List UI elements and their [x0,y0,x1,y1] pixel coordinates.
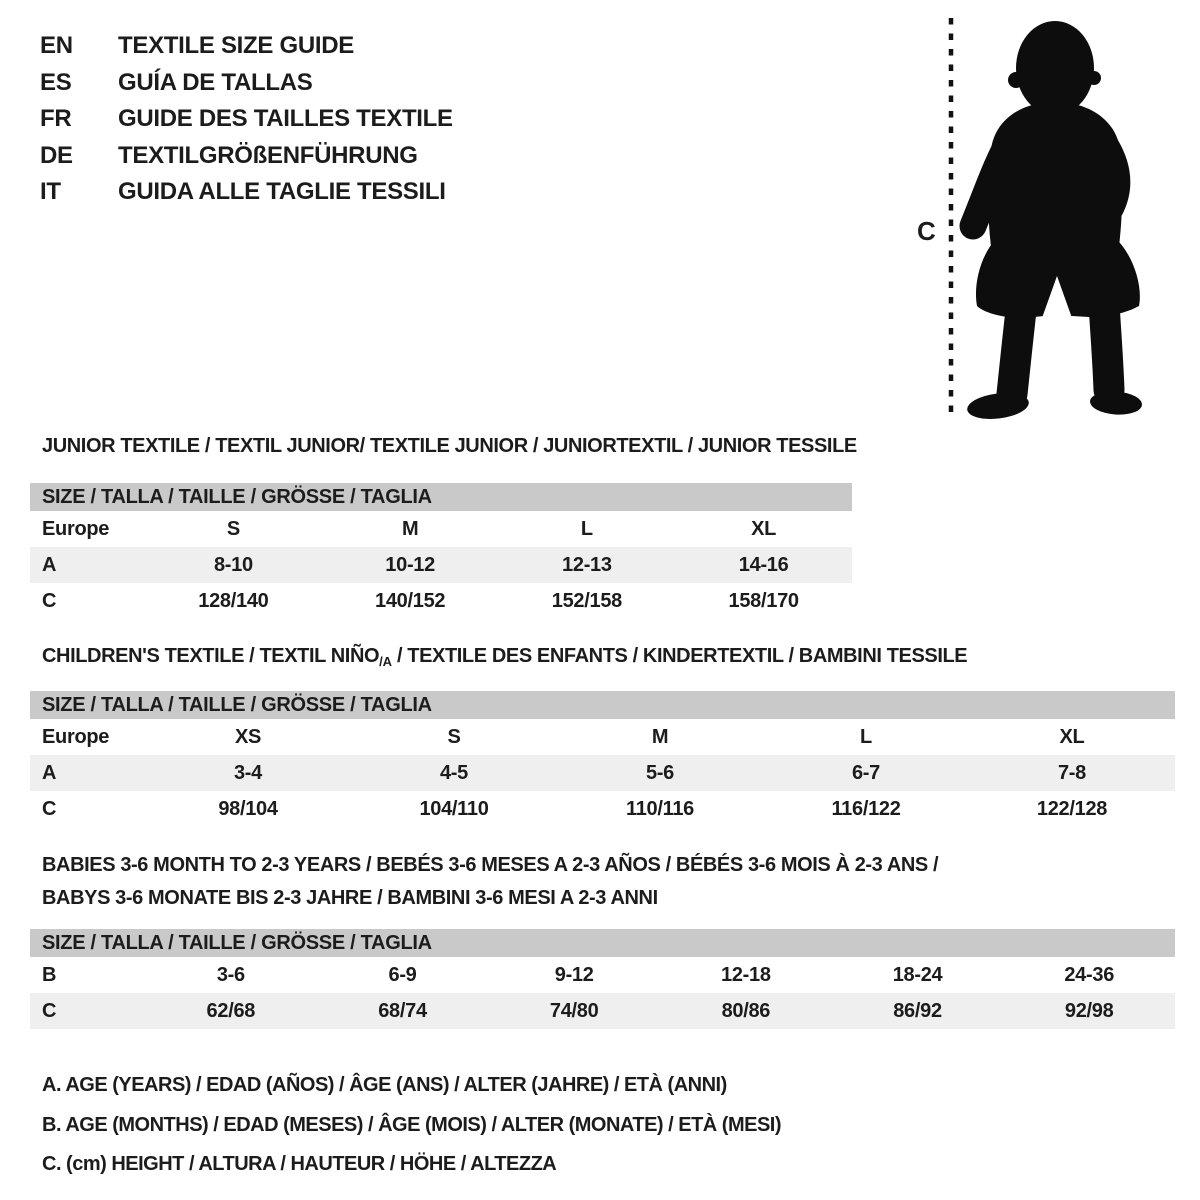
junior-size-table [30,483,852,619]
row-label: C [42,999,57,1022]
row-label: A [42,553,57,576]
table-cell: 92/98 [1064,999,1114,1022]
table-cell: 8-10 [213,553,253,576]
table-cell: S [447,725,461,748]
table-row-age [30,755,1175,791]
language-title: TEXTILE SIZE GUIDE [118,32,354,60]
children-title-post: / TEXTILE DES ENFANTS / KINDERTEXTIL / BAMBINI TESSILE [391,645,968,667]
row-label: C [42,797,57,820]
row-label: B [42,963,57,986]
table-cell: 86/92 [893,999,942,1022]
table-cell: XL [751,517,777,540]
table-cell: 12-18 [721,963,771,986]
table-cell: 6-9 [388,963,417,986]
language-code: FR [40,105,72,133]
language-code: IT [40,178,61,206]
size-header-bar: SIZE / TALLA / TAILLE / GRÖSSE / TAGLIA [30,483,852,511]
table-cell: L [580,517,593,540]
language-row [40,101,453,138]
language-title: GUIDE DES TAILLES TEXTILE [118,105,453,133]
babies-section-title [42,849,938,915]
table-cell: XL [1059,725,1085,748]
row-label: A [42,761,57,784]
children-title-subscript: /A [379,654,392,669]
table-cell: 6-7 [851,761,880,784]
children-size-table [30,691,1175,827]
row-label: Europe [42,725,110,748]
table-cell: 68/74 [378,999,427,1022]
language-title-list [40,28,453,211]
language-title: GUÍA DE TALLAS [118,68,313,96]
table-cell: 110/116 [626,797,694,820]
table-cell: 24-36 [1064,963,1115,986]
size-guide-figure [905,10,1155,424]
language-row [40,138,453,175]
table-cell: M [401,517,419,540]
table-row-europe [30,511,852,547]
size-header-bar: SIZE / TALLA / TAILLE / GRÖSSE / TAGLIA [30,691,1175,719]
table-cell: 3-4 [233,761,262,784]
table-cell: 122/128 [1036,797,1108,820]
table-cell: M [651,725,669,748]
table-cell: 62/68 [206,999,256,1022]
table-cell: 5-6 [645,761,674,784]
table-row-months [30,957,1175,993]
language-row [40,65,453,102]
legend [42,1066,781,1185]
toddler-silhouette-svg [905,10,1155,424]
language-row [40,174,453,211]
legend-line-a: A. AGE (YEARS) / EDAD (AÑOS) / ÂGE (ANS) / ALTER (JAHRE) / ETÀ (ANNI) [42,1074,727,1097]
table-cell: 74/80 [549,999,599,1022]
table-cell: S [226,517,240,540]
children-title-pre: CHILDREN'S TEXTILE / TEXTIL NIÑO [42,645,380,667]
table-row-height [30,583,852,619]
table-row-age [30,547,852,583]
table-cell: XS [234,725,262,748]
row-label: Europe [42,517,110,540]
children-section-title [42,645,967,669]
table-cell: 116/122 [831,797,901,820]
toddler-silhouette [966,21,1143,422]
language-title: GUIDA ALLE TAGLIE TESSILI [118,178,446,206]
table-row-height [30,993,1175,1029]
table-cell: 12-13 [562,553,612,576]
table-cell: 152/158 [551,589,622,612]
language-code: ES [40,68,72,96]
legend-line-c: C. (cm) HEIGHT / ALTURA / HAUTEUR / HÖHE / ALTEZZA [42,1153,557,1176]
table-cell: 80/86 [721,999,771,1022]
table-row-height [30,791,1175,827]
size-header-bar: SIZE / TALLA / TAILLE / GRÖSSE / TAGLIA [30,929,1175,957]
table-cell: L [860,725,872,748]
measure-label-c: C [917,216,936,246]
babies-size-table [30,929,1175,1029]
table-cell: 128/140 [198,589,269,612]
table-cell: 3-6 [216,963,245,986]
table-cell: 158/170 [728,589,799,612]
language-title: TEXTILGRÖßENFÜHRUNG [118,141,418,169]
table-cell: 18-24 [892,963,943,986]
junior-section-title: JUNIOR TEXTILE / TEXTIL JUNIOR/ TEXTILE JUNIOR / JUNIORTEXTIL / JUNIOR TESSILE [42,435,857,457]
row-label: C [42,589,57,612]
table-cell: 14-16 [738,553,789,576]
babies-title-line1: BABIES 3-6 MONTH TO 2-3 YEARS / BEBÉS 3-6 MESES A 2-3 AÑOS / BÉBÉS 3-6 MOIS À 2-3 ANS / [42,854,939,876]
table-cell: 104/110 [419,797,489,820]
language-code: DE [40,141,73,169]
babies-title-line2: BABYS 3-6 MONATE BIS 2-3 JAHRE / BAMBINI 3-6 MESI A 2-3 ANNI [42,887,658,909]
legend-line-b: B. AGE (MONTHS) / EDAD (MESES) / ÂGE (MOIS) / ALTER (MONATE) / ETÀ (MESI) [42,1113,782,1136]
table-cell: 4-5 [439,761,468,784]
table-row-europe [30,719,1175,755]
language-row [40,28,453,65]
table-cell: 10-12 [385,553,435,576]
language-code: EN [40,32,73,60]
table-cell: 7-8 [1057,761,1086,784]
table-cell: 9-12 [554,963,594,986]
table-cell: 140/152 [375,589,446,612]
table-cell: 98/104 [218,797,278,820]
